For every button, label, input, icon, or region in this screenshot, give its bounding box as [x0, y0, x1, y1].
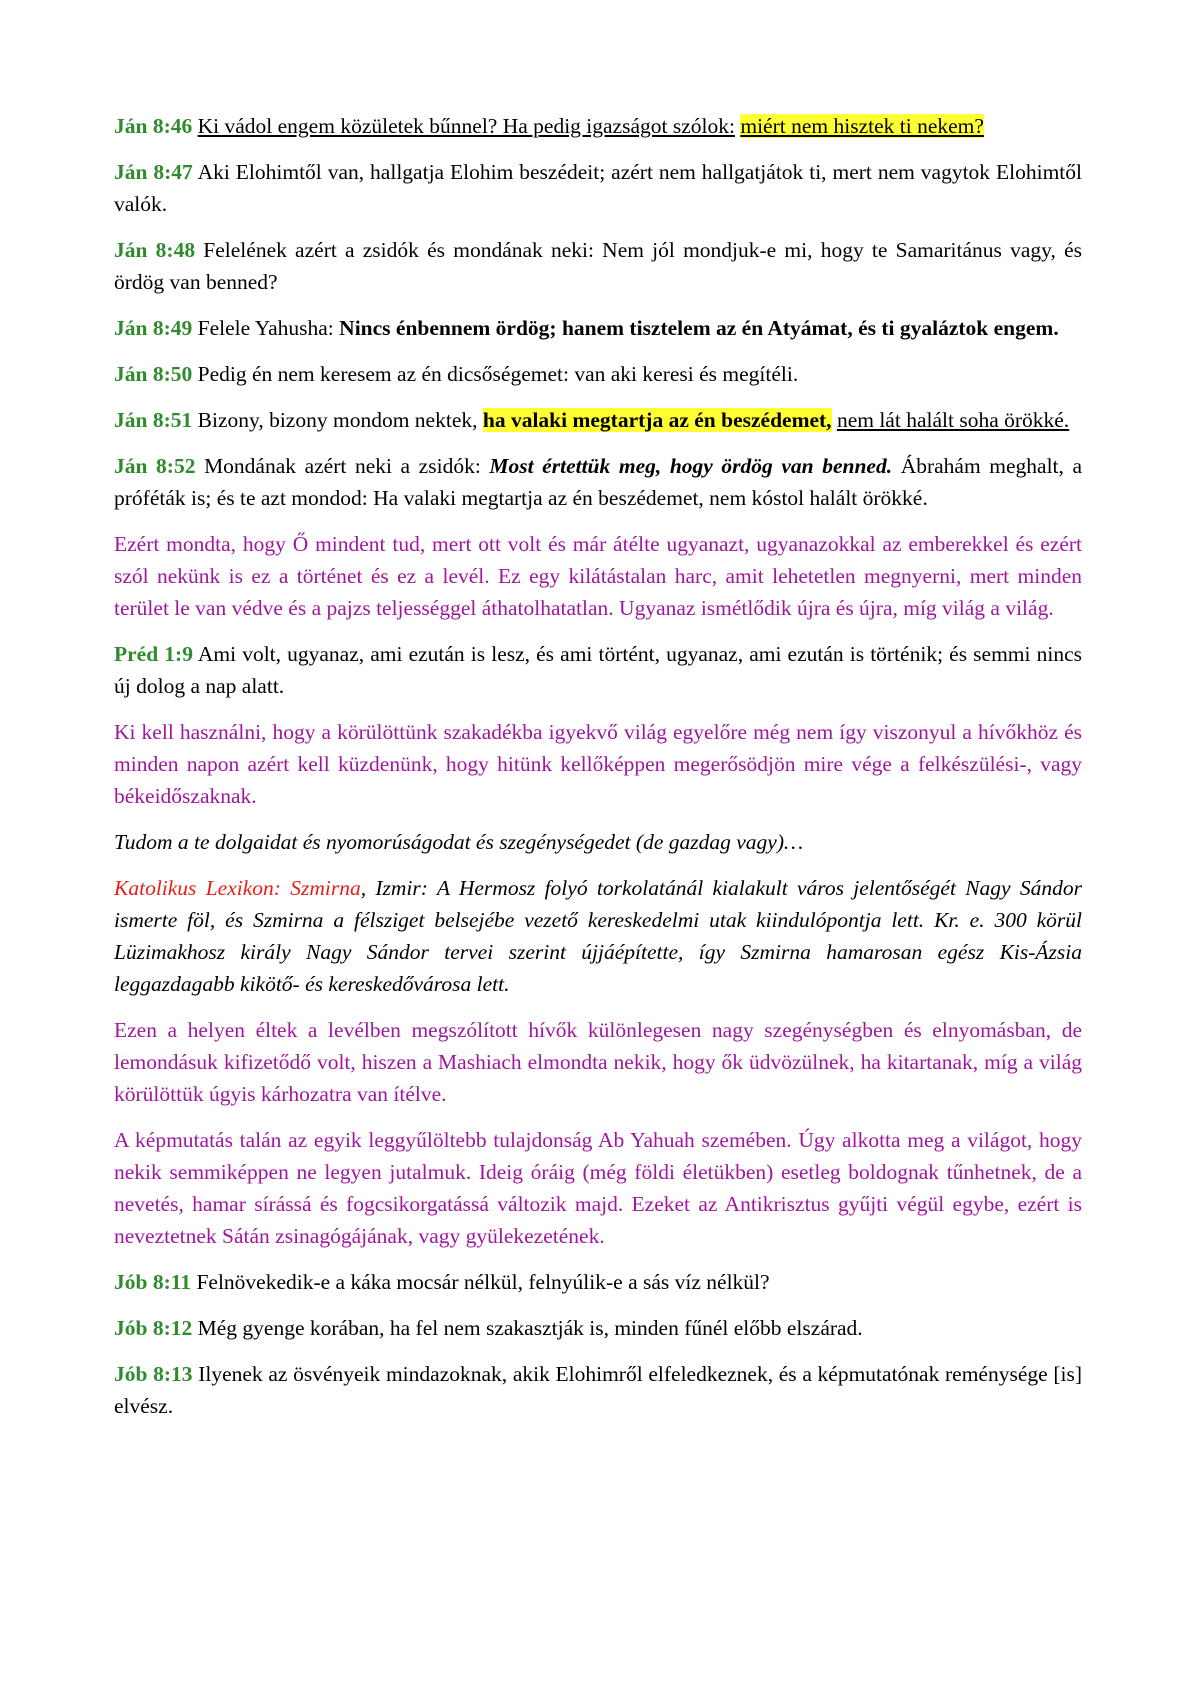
- verse-text: Pedig én nem keresem az én dicsőségemet: van aki keresi és megítéli.: [197, 362, 799, 386]
- verse-jan-8-50: [114, 358, 1082, 390]
- lexicon-excerpt: [114, 872, 1082, 1000]
- verse-jan-8-52: [114, 450, 1082, 514]
- verse-text-continued: Ábrahám meghalt, a próféták is; és te azt mondod: Ha valaki megtartja az én beszédemet, nem kóstol halált örökké.: [114, 454, 1083, 510]
- verse-jan-8-51: [114, 404, 1082, 436]
- verse-text: Felnövekedik-e a káka mocsár nélkül, felnyúlik-e a sás víz nélkül?: [196, 1270, 770, 1294]
- underlined-text: nem lát halált soha örökké.: [836, 408, 1070, 432]
- verse-text: Mondának azért neki a zsidók:: [204, 454, 481, 478]
- verse-jan-8-48: [114, 234, 1082, 298]
- verse-jan-8-49: [114, 312, 1082, 344]
- verse-text: Ki vádol engem közületek bűnnel? Ha pedig igazságot szólok:: [197, 114, 735, 138]
- verse-reference: Jób 8:13: [114, 1362, 193, 1386]
- commentary-paragraph: Ki kell használni, hogy a körülöttünk szakadékba igyekvő világ egyelőre még nem így viszonyul a hívőkhöz és minden napon azért kell küzdenünk, hogy hitünk kellőképpen megerősödjön mire vége a felkészülési-, vagy békeidőszaknak.: [114, 720, 1082, 808]
- verse-text: Felelének azért a zsidók és mondának neki: Nem jól mondjuk-e mi, hogy te Samaritánus vagy, és ördög van benned?: [114, 238, 1082, 294]
- verse-reference: Ján 8:49: [114, 316, 193, 340]
- verse-reference: Jób 8:12: [114, 1316, 193, 1340]
- verse-reference: Jób 8:11: [114, 1270, 192, 1294]
- commentary-paragraph: Ezért mondta, hogy Ő mindent tud, mert ott volt és már átélte ugyanazt, ugyanazokkal az emberekkel és ezért szól nekünk is ez a történet és ez a levél. Ez egy kilátástalan harc, amit lehetetlen megnyerni, mert minden terület le van védve és a pajzs teljességgel áthatolhatatlan. Ugyanaz ismétlődik újra és újra, míg világ a világ.: [114, 532, 1082, 620]
- verse-reference: Ján 8:52: [114, 454, 196, 478]
- verse-reference: Ján 8:48: [114, 238, 196, 262]
- verse-job-8-11: [114, 1266, 1082, 1298]
- verse-text: Ami volt, ugyanaz, ami ezután is lesz, és ami történt, ugyanaz, ami ezután is történik; és semmi nincs új dolog a nap alatt.: [114, 642, 1082, 698]
- verse-pred-1-9: [114, 638, 1082, 702]
- document-page: [114, 110, 1082, 1436]
- verse-jan-8-46: [114, 110, 1082, 142]
- verse-reference: Ján 8:50: [114, 362, 193, 386]
- bold-quote: Nincs énbennem ördög; hanem tisztelem az én Atyámat, és ti gyaláztok engem.: [339, 316, 1059, 340]
- verse-text: Ilyenek az ösvényeik mindazoknak, akik Elohimről elfeledkeznek, és a képmutatónak reménysége [is] elvész.: [114, 1362, 1083, 1418]
- verse-text: Bizony, bizony mondom nektek,: [197, 408, 478, 432]
- highlighted-text: miért nem hisztek ti nekem?: [740, 114, 984, 138]
- bold-italic-quote: Most értettük meg, hogy ördög van benned.: [489, 454, 893, 478]
- highlighted-text: ha valaki megtartja az én beszédemet,: [482, 408, 832, 432]
- italic-quote: Tudom a te dolgaidat és nyomorúságodat és szegénységedet (de gazdag vagy)…: [114, 830, 804, 854]
- verse-text: Aki Elohimtől van, hallgatja Elohim beszédeit; azért nem hallgatjátok ti, mert nem vagytok Elohimtől valók.: [114, 160, 1082, 216]
- verse-text: Felele Yahusha:: [197, 316, 334, 340]
- commentary-paragraph: A képmutatás talán az egyik leggyűlöltebb tulajdonság Ab Yahuah szemében. Úgy alkotta meg a világot, hogy nekik semmiképpen ne legyen jutalmuk. Ideig óráig (még földi életükben) esetleg boldognak tűnhetnek, de a nevetés, hamar sírássá és fogcsikorgatássá változik majd. Ezeket az Antikrisztus gyűjti végül egybe, ezért is neveztetnek Sátán zsinagógájának, vagy gyülekezetének.: [114, 1128, 1082, 1248]
- verse-reference: Préd 1:9: [114, 642, 193, 666]
- verse-reference: Ján 8:47: [114, 160, 193, 184]
- lexicon-text: , Izmir: A Hermosz folyó torkolatánál kialakult város jelentőségét Nagy Sándor ismerte föl, és Szmirna a félsziget belsejébe vezető kereskedelmi utak kiindulópontja lett. Kr. e. 300 körül Lüzimakhosz király Nagy Sándor tervei szerint újjáépítette, így Szmirna hamarosan egész Kis-Ázsia leggazdagabb kikötő- és kereskedővárosa lett.: [114, 876, 1082, 996]
- commentary-paragraph: Ezen a helyen éltek a levélben megszólított hívők különlegesen nagy szegénységben és elnyomásban, de lemondásuk kifizetődő volt, hiszen a Mashiach elmondta nekik, hogy ők üdvözülnek, ha kitartanak, míg a világ körülöttük úgyis kárhozatra van ítélve.: [114, 1018, 1082, 1106]
- verse-reference: Ján 8:51: [114, 408, 193, 432]
- verse-reference: Ján 8:46: [114, 114, 193, 138]
- verse-job-8-12: [114, 1312, 1082, 1344]
- verse-text: Még gyenge korában, ha fel nem szakasztják is, minden fűnél előbb elszárad.: [197, 1316, 863, 1340]
- verse-job-8-13: [114, 1358, 1082, 1422]
- source-citation: Katolikus Lexikon: Szmirna: [114, 876, 361, 900]
- verse-jan-8-47: [114, 156, 1082, 220]
